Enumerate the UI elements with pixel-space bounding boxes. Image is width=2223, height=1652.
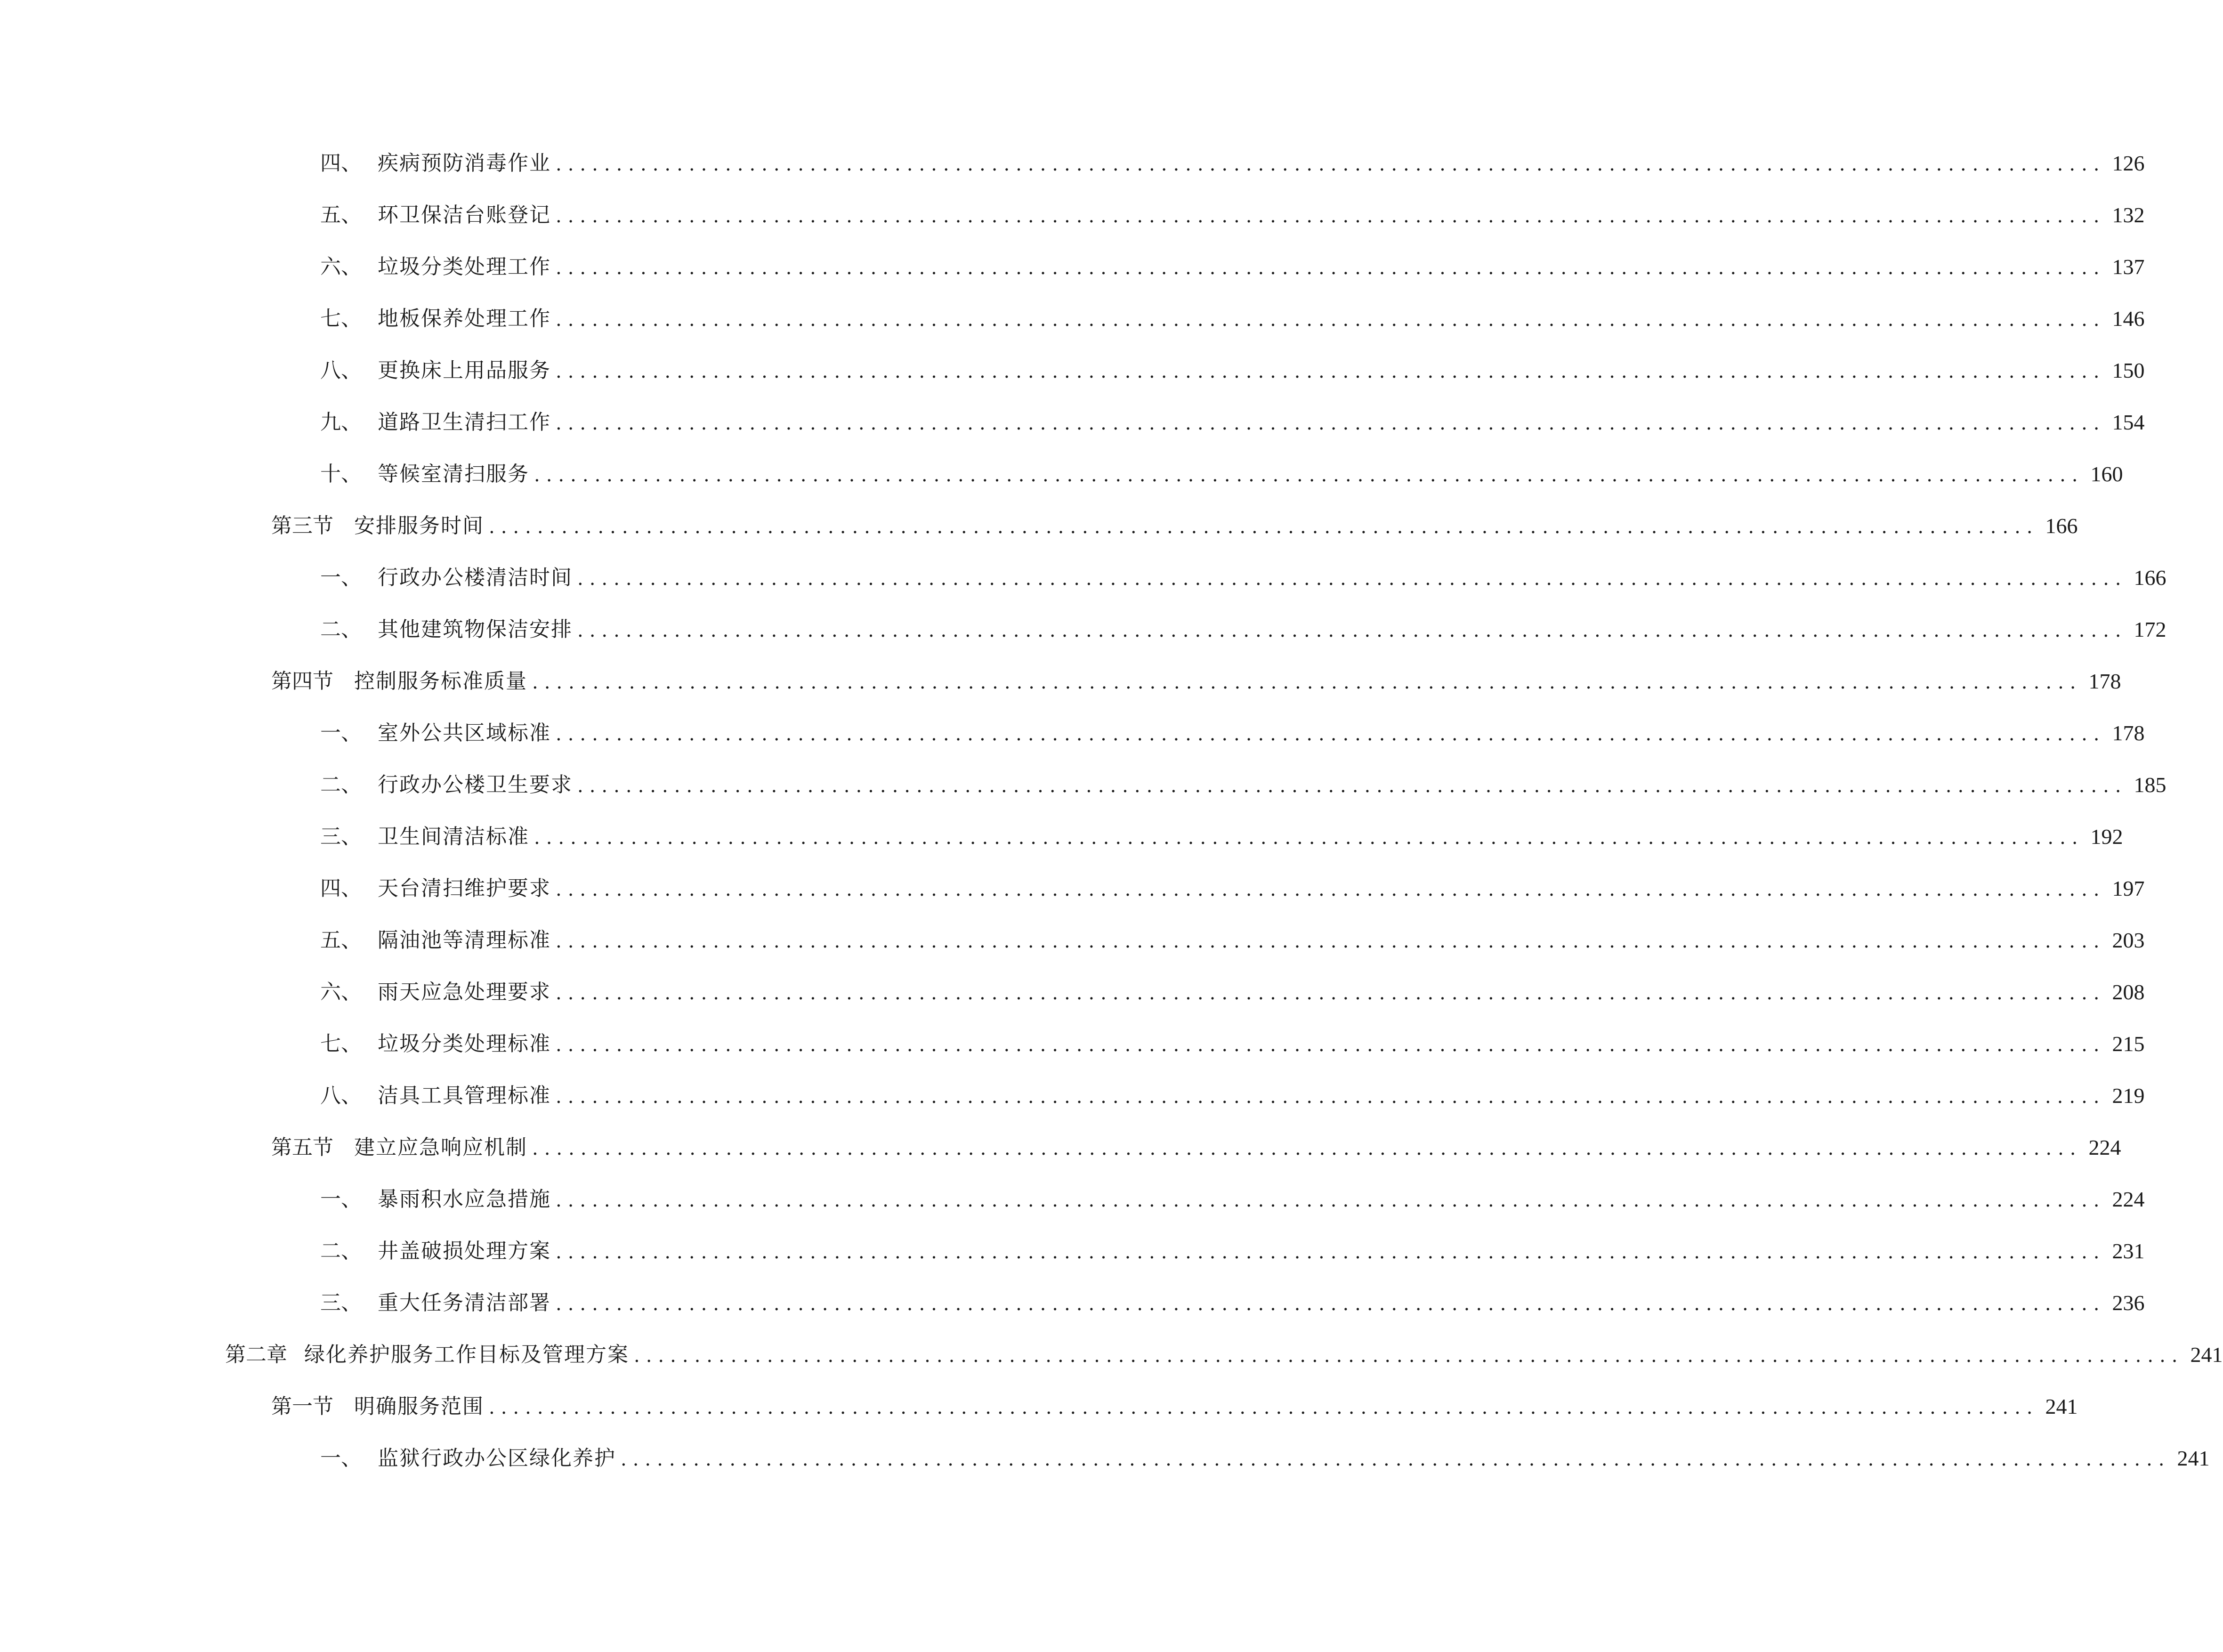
toc-entry-number: 第四节 xyxy=(271,669,333,693)
toc-dot-leader: ................................................................................................................................ xyxy=(489,1397,2039,1418)
toc-entry-title: 井盖破损处理方案 xyxy=(378,1239,551,1263)
toc-entry-number: 第一节 xyxy=(271,1394,333,1418)
toc-entry xyxy=(320,1183,2145,1216)
toc-entry-title: 垃圾分类处理标准 xyxy=(378,1032,551,1056)
toc-entry-title: 控制服务标准质量 xyxy=(354,669,527,693)
toc-entry-number: 三、 xyxy=(320,1291,362,1315)
toc-section-entry xyxy=(271,1131,2121,1164)
toc-entry-title: 道路卫生清扫工作 xyxy=(378,410,551,434)
toc-entry-number: 二、 xyxy=(320,1239,362,1263)
toc-entry xyxy=(320,769,2166,802)
toc-entry xyxy=(320,561,2166,594)
toc-entry-page: 241 xyxy=(2190,1343,2223,1367)
toc-entry xyxy=(320,354,2145,387)
toc-entry-number: 十、 xyxy=(320,462,362,486)
toc-entry-number: 六、 xyxy=(320,980,362,1004)
toc-dot-leader: ................................................................................................................................ xyxy=(532,672,2082,693)
toc-entry-title: 隔油池等清理标准 xyxy=(378,928,551,952)
toc-entry xyxy=(320,199,2145,232)
toc-entry-page: 178 xyxy=(2112,721,2145,745)
toc-dot-leader: ................................................................................................................................ xyxy=(556,413,2106,434)
toc-entry-page: 160 xyxy=(2090,462,2123,486)
toc-entry-number: 第五节 xyxy=(271,1135,333,1159)
toc-entry-page: 197 xyxy=(2112,876,2145,900)
toc-entry-number: 七、 xyxy=(320,307,362,331)
toc-entry-number: 七、 xyxy=(320,1032,362,1056)
toc-dot-leader: ................................................................................................................................ xyxy=(556,982,2106,1004)
toc-dot-leader: ................................................................................................................................ xyxy=(534,827,2084,849)
toc-entry-page: 241 xyxy=(2045,1394,2078,1418)
toc-entry xyxy=(320,406,2145,439)
toc-dot-leader: ................................................................................................................................ xyxy=(577,620,2127,641)
toc-entry xyxy=(320,872,2145,905)
toc-entry xyxy=(320,924,2145,957)
toc-entry-title: 暴雨积水应急措施 xyxy=(378,1187,551,1211)
toc-entry-number: 八、 xyxy=(320,1084,362,1108)
toc-dot-leader: ................................................................................................................................ xyxy=(532,1138,2082,1159)
toc-dot-leader: ................................................................................................................................ xyxy=(556,361,2106,382)
toc-entry-title: 雨天应急处理要求 xyxy=(378,980,551,1004)
toc-entry-number: 一、 xyxy=(320,566,362,590)
toc-dot-leader: ................................................................................................................................ xyxy=(556,257,2106,279)
toc-section-entry xyxy=(271,665,2121,698)
toc-entry-title: 洁具工具管理标准 xyxy=(378,1084,551,1108)
toc-entry-number: 一、 xyxy=(320,1187,362,1211)
toc-entry-title: 监狱行政办公区绿化养护 xyxy=(378,1446,616,1470)
toc-entry-page: 154 xyxy=(2112,410,2145,434)
toc-entry-page: 166 xyxy=(2045,514,2078,538)
toc-entry xyxy=(320,820,2123,853)
toc-dot-leader: ................................................................................................................................ xyxy=(556,205,2106,227)
toc-entry-page: 215 xyxy=(2112,1032,2145,1056)
toc-section-entry xyxy=(271,510,2078,543)
toc-entry-page: 224 xyxy=(2112,1187,2145,1211)
toc-entry-page: 172 xyxy=(2134,617,2166,641)
toc-entry-page: 224 xyxy=(2088,1135,2121,1159)
toc-entry-number: 九、 xyxy=(320,410,362,434)
toc-dot-leader: ................................................................................................................................ xyxy=(534,464,2084,486)
toc-entry-number: 一、 xyxy=(320,1446,362,1470)
toc-entry xyxy=(320,251,2145,283)
toc-entry-number: 一、 xyxy=(320,721,362,745)
toc-entry-title: 疾病预防消毒作业 xyxy=(378,151,551,175)
toc-entry-number: 四、 xyxy=(320,876,362,900)
toc-entry xyxy=(320,147,2145,180)
toc-entry-page: 150 xyxy=(2112,358,2145,382)
toc-entry-title: 行政办公楼卫生要求 xyxy=(378,773,573,797)
toc-entry-page: 178 xyxy=(2088,669,2121,693)
toc-entry-page: 219 xyxy=(2112,1084,2145,1108)
toc-entry-page: 236 xyxy=(2112,1291,2145,1315)
toc-entry-number: 二、 xyxy=(320,773,362,797)
toc-entry-title: 安排服务时间 xyxy=(354,514,484,538)
toc-dot-leader: ................................................................................................................................ xyxy=(556,1293,2106,1315)
toc-dot-leader: ................................................................................................................................ xyxy=(556,309,2106,331)
toc-entry xyxy=(320,1442,2210,1475)
toc-entry-title: 其他建筑物保洁安排 xyxy=(378,617,573,641)
toc-dot-leader: ................................................................................................................................ xyxy=(556,1241,2106,1263)
toc-entry-page: 126 xyxy=(2112,151,2145,175)
toc-entry-title: 更换床上用品服务 xyxy=(378,358,551,382)
toc-entry-number: 八、 xyxy=(320,358,362,382)
toc-entry-number: 第二章 xyxy=(225,1343,287,1367)
toc-entry-page: 241 xyxy=(2177,1446,2210,1470)
toc-entry-page: 231 xyxy=(2112,1239,2145,1263)
toc-entry-title: 室外公共区域标准 xyxy=(378,721,551,745)
toc-entry-page: 203 xyxy=(2112,928,2145,952)
toc-entry xyxy=(320,717,2145,750)
toc-entry-number: 五、 xyxy=(320,928,362,952)
toc-entry-number: 五、 xyxy=(320,203,362,227)
toc-entry-title: 绿化养护服务工作目标及管理方案 xyxy=(304,1343,629,1367)
toc-entry-title: 等候室清扫服务 xyxy=(378,462,529,486)
toc-entry-page: 166 xyxy=(2134,566,2166,590)
toc-entry xyxy=(320,302,2145,335)
toc-dot-leader: ................................................................................................................................ xyxy=(621,1449,2171,1470)
toc-entry-title: 重大任务清洁部署 xyxy=(378,1291,551,1315)
toc-entry-page: 132 xyxy=(2112,203,2145,227)
toc-entry xyxy=(320,976,2145,1009)
toc-entry-number: 二、 xyxy=(320,617,362,641)
toc-chapter-entry xyxy=(225,1338,2223,1371)
toc-dot-leader: ................................................................................................................................ xyxy=(556,723,2106,745)
toc-entry-title: 地板保养处理工作 xyxy=(378,307,551,331)
toc-entry-title: 明确服务范围 xyxy=(354,1394,484,1418)
toc-entry xyxy=(320,458,2123,491)
toc-dot-leader: ................................................................................................................................ xyxy=(577,568,2127,590)
toc-entry xyxy=(320,613,2166,646)
toc-entry-number: 四、 xyxy=(320,151,362,175)
toc-dot-leader: ................................................................................................................................ xyxy=(577,775,2127,797)
toc-dot-leader: ................................................................................................................................ xyxy=(556,931,2106,952)
toc-entry-page: 146 xyxy=(2112,307,2145,331)
toc-entry-title: 天台清扫维护要求 xyxy=(378,876,551,900)
toc-entry-number: 三、 xyxy=(320,825,362,849)
toc-entry-title: 垃圾分类处理工作 xyxy=(378,255,551,279)
toc-entry-title: 建立应急响应机制 xyxy=(354,1135,527,1159)
toc-entry-page: 192 xyxy=(2090,825,2123,849)
toc-entry-title: 行政办公楼清洁时间 xyxy=(378,566,573,590)
toc-entry xyxy=(320,1079,2145,1112)
toc-entry xyxy=(320,1235,2145,1268)
toc-section-entry xyxy=(271,1390,2078,1423)
toc-entry-number: 六、 xyxy=(320,255,362,279)
toc-entry-number: 第三节 xyxy=(271,514,333,538)
toc-entry-page: 137 xyxy=(2112,255,2145,279)
toc-entry-title: 卫生间清洁标准 xyxy=(378,825,529,849)
toc-dot-leader: ................................................................................................................................ xyxy=(634,1345,2184,1367)
toc-dot-leader: ................................................................................................................................ xyxy=(556,1086,2106,1108)
toc-entry-page: 208 xyxy=(2112,980,2145,1004)
toc-dot-leader: ................................................................................................................................ xyxy=(489,516,2039,538)
toc-entry xyxy=(320,1287,2145,1320)
toc-dot-leader: ................................................................................................................................ xyxy=(556,154,2106,175)
toc-entry xyxy=(320,1028,2145,1061)
toc-dot-leader: ................................................................................................................................ xyxy=(556,1034,2106,1056)
toc-entry-page: 185 xyxy=(2134,773,2166,797)
toc-entry-title: 环卫保洁台账登记 xyxy=(378,203,551,227)
toc-dot-leader: ................................................................................................................................ xyxy=(556,1190,2106,1211)
toc-dot-leader: ................................................................................................................................ xyxy=(556,879,2106,900)
